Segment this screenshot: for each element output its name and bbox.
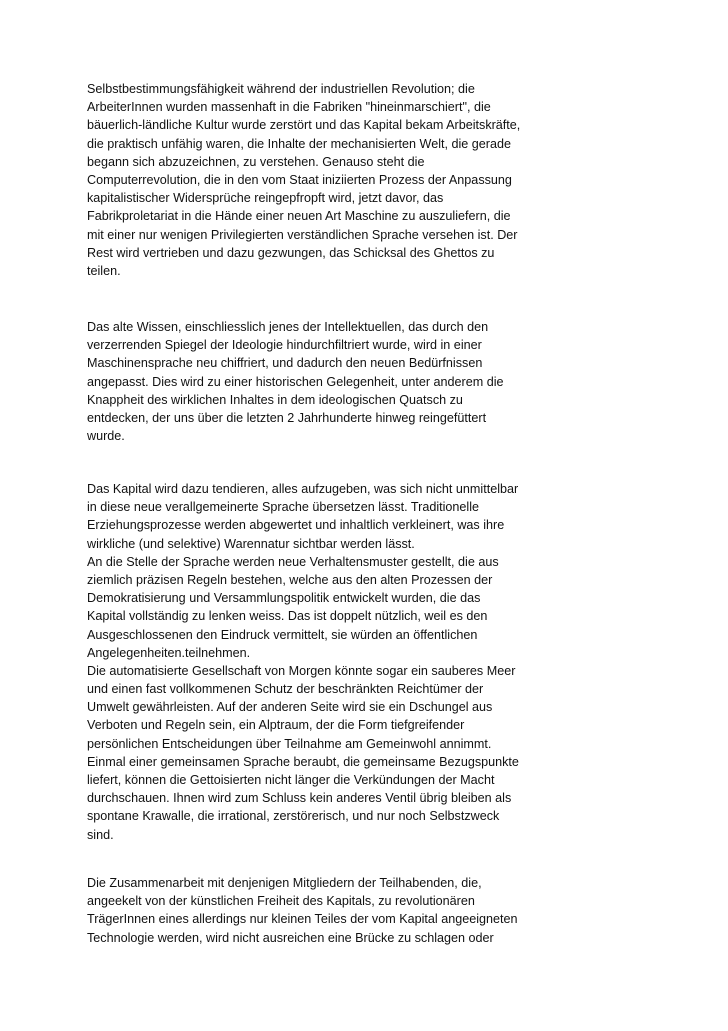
text-line: wirkliche (und selektive) Warennatur sichtbar werden lässt. [87,536,415,551]
text-line: Umwelt gewährleisten. Auf der anderen Seite wird sie ein Dschungel aus [87,700,493,715]
text-line: in diese neue verallgemeinerte Sprache übersetzen lässt. Traditionelle [87,500,480,515]
text-line: liefert, können die Gettoisierten nicht länger die Verkündungen der Macht [87,773,495,787]
text-line: angepasst. Dies wird zu einer historischen Gelegenheit, unter anderem die [87,374,504,389]
text-line: Das alte Wissen, einschliesslich jenes der Intellektuellen, das durch den [87,320,489,334]
text-line: begann sich abzuzeichnen, zu verstehen. Genauso steht die [87,154,425,169]
text-line: die praktisch unfähig waren, die Inhalte der mechanisierten Welt, die gerade [87,136,512,151]
text-line: Das Kapital wird dazu tendieren, alles aufzugeben, was sich nicht unmittelbar [87,482,519,496]
text-line: Selbstbestimmungsfähigkeit während der industriellen Revolution; die [87,82,475,96]
text-line: bäuerlich-ländliche Kultur wurde zerstört und das Kapital bekam Arbeitskräfte, [87,118,521,133]
text-line: Technologie werden, wird nicht ausreichen eine Brücke zu schlagen oder [87,930,494,945]
text-line: teilen. [87,263,121,278]
text-line: Die automatisierte Gesellschaft von Morgen könnte sogar ein sauberes Meer [87,663,516,678]
text-line: kapitalistischer Widersprüche reingepfropft wird, jetzt davor, das [87,191,444,206]
text-line: entdecken, der uns über die letzten 2 Jahrhunderte hinweg reingefüttert [87,410,487,425]
text-line: verzerrenden Spiegel der Ideologie hindurchfiltriert wurde, wird in einer [87,338,482,353]
text-line: Erziehungsprozesse werden abgewertet und inhaltlich verkleinert, was ihre [87,518,505,533]
text-line: Kapital vollständig zu lenken weiss. Das ist doppelt nützlich, weil es den [87,609,488,624]
text-line: angeekelt von der künstlichen Freiheit des Kapitals, zu revolutionären [87,894,475,909]
paragraph-2 [87,318,667,445]
text-line: wurde. [87,429,125,444]
text-line: ziemlich präzisen Regeln bestehen, welche aus den alten Prozessen der [87,572,493,587]
text-line: Rest wird vertrieben und dazu gezwungen, das Schicksal des Ghettos zu [87,245,495,260]
text-line: und einen fast vollkommenen Schutz der beschränkten Reichtümer der [87,682,484,697]
paragraph-4 [87,874,667,947]
text-line: Demokratisierung und Versammlungspolitik entwickelt wurden, die das [87,591,481,606]
text-line: persönlichen Entscheidungen über Teilnahme am Gemeinwohl annimmt. [87,736,492,751]
text-line: Verboten und Regeln sein, ein Alptraum, der die Form tiefgreifender [87,718,465,733]
text-line: sind. [87,827,114,842]
text-line: ArbeiterInnen wurden massenhaft in die Fabriken "hineinmarschiert", die [87,100,491,115]
text-line: Computerrevolution, die in den vom Staat iniziierten Prozess der Anpassung [87,172,512,187]
text-line: Maschinensprache neu chiffriert, und dadurch den neuen Bedürfnissen [87,356,483,371]
text-line: Angelegenheiten.teilnehmen. [87,645,251,660]
paragraph-1 [87,80,667,280]
text-line: An die Stelle der Sprache werden neue Verhaltensmuster gestellt, die aus [87,554,499,569]
text-line: Fabrikproletariat in die Hände einer neuen Art Maschine zu auszuliefern, die [87,209,511,224]
paragraph-3 [87,480,667,844]
text-line: Knappheit des wirklichen Inhaltes in dem ideologischen Quatsch zu [87,392,463,407]
text-line: Einmal einer gemeinsamen Sprache beraubt, die gemeinsame Bezugspunkte [87,754,519,769]
text-line: Ausgeschlossenen den Eindruck vermittelt, sie würden an öffentlichen [87,627,478,642]
text-line: durchschauen. Ihnen wird zum Schluss kein anderes Ventil übrig bleiben als [87,791,512,806]
text-line: TrägerInnen eines allerdings nur kleinen Teiles der vom Kapital angeeigneten [87,912,518,927]
text-line: spontane Krawalle, die irrational, zerstörerisch, und nur noch Selbstzweck [87,809,500,824]
text-line: mit einer nur wenigen Privilegierten verständlichen Sprache versehen ist. Der [87,227,518,242]
text-line: Die Zusammenarbeit mit denjenigen Mitgliedern der Teilhabenden, die, [87,876,482,890]
